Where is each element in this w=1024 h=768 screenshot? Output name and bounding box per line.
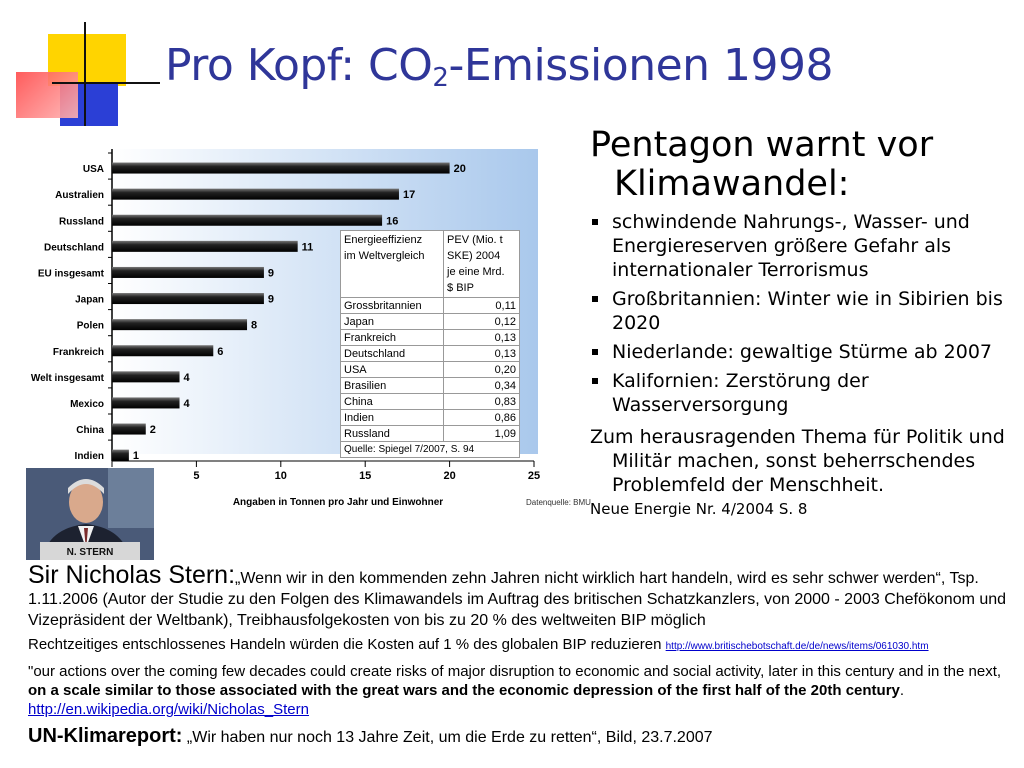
english-quote-paragraph: "our actions over the coming few decades could create risks of major disruption to economic and social activity, later in this century and in the next, on a scale similar to those associated with the great wars and the economic depression of the first half of the 20th century. http://en.wikipedia.org/wiki/Nicholas_Stern	[28, 663, 1002, 718]
un-report-paragraph	[28, 725, 1018, 749]
table-cell-country: China	[341, 394, 444, 410]
title-subscript: 2	[432, 63, 449, 93]
deco-red-square	[16, 72, 78, 118]
table-row	[341, 362, 520, 378]
bottom-text-block	[28, 561, 1018, 749]
photo-caption: N. STERN	[66, 547, 114, 558]
table-cell-country: Frankreich	[341, 330, 444, 346]
category-label: Russland	[58, 216, 104, 228]
table-source: Quelle: Spiegel 7/2007, S. 94	[341, 442, 520, 458]
bar	[112, 267, 264, 278]
category-label: Deutschland	[43, 242, 104, 254]
table-cell-value: 1,09	[444, 426, 520, 442]
list-item: Kalifornien: Zerstörung der Wasserversorgung	[590, 369, 1018, 417]
stern-name: Sir Nicholas Stern:	[28, 561, 236, 589]
value-label: 2	[149, 424, 156, 437]
category-label: Japan	[75, 294, 104, 306]
category-label: China	[76, 425, 104, 437]
bar	[112, 345, 213, 356]
value-label: 9	[267, 293, 275, 306]
bar	[112, 293, 264, 304]
table-source-row	[341, 442, 520, 458]
table-cell-country: Deutschland	[341, 346, 444, 362]
value-label: 4	[183, 371, 190, 384]
category-label: USA	[82, 164, 104, 176]
deco-vertical-line	[84, 22, 86, 126]
value-label: 16	[386, 215, 399, 228]
value-label: 11	[301, 241, 314, 254]
table-row	[341, 378, 520, 394]
x-tick-label: 20	[443, 470, 456, 482]
stern-quote: „Wenn wir in den kommenden zehn Jahren nicht wirklich hart handeln, wird es sehr schwer werden“, Tsp. 1.11.2006 (Autor der Studie zu den Folgen des Klimawandels im Auftrag des britischen Schatzkanzlers, von 2000 - 2003 Chefökonom und Vizepräsident der Weltbank), Treibhausfolgekosten von bis zu 20 % des weltweiten BIP möglich	[28, 570, 1007, 629]
category-label: Welt insgesamt	[30, 372, 104, 384]
un-report-name: UN-Klimareport:	[28, 725, 183, 747]
table-cell-value: 0,86	[444, 410, 520, 426]
x-tick-label: 25	[527, 470, 541, 482]
category-label: EU insgesamt	[37, 268, 104, 280]
list-item: Großbritannien: Winter wie in Sibirien bis 2020	[590, 287, 1018, 335]
category-label: Australien	[55, 190, 104, 202]
value-label: 4	[183, 397, 190, 410]
category-label: Polen	[76, 320, 104, 332]
bar	[112, 163, 450, 174]
wikipedia-link[interactable]: http://en.wikipedia.org/wiki/Nicholas_Stern	[28, 701, 309, 718]
table-cell-value: 0,20	[444, 362, 520, 378]
table-cell-country: Russland	[341, 426, 444, 442]
bar	[112, 319, 247, 330]
value-label: 17	[402, 189, 416, 202]
value-label: 8	[251, 319, 258, 332]
list-item: Niederlande: gewaltige Stürme ab 2007	[590, 340, 1018, 364]
pentagon-paragraph: Zum herausragenden Thema für Politik und Militär machen, sonst beherrschendes Problemfeld der Menschheit.	[590, 426, 1005, 496]
category-label: Mexico	[70, 398, 104, 410]
value-label: 6	[217, 345, 224, 358]
page-title: Pro Kopf: $CO_2$-Emissionen 1998	[165, 40, 833, 93]
cost-paragraph: Rechtzeitiges entschlossenes Handeln würden die Kosten auf 1 % des globalen BIP reduzieren http://www.britischebotschaft.de/de/news/items/061030.htm	[28, 636, 929, 653]
category-label: Indien	[74, 451, 104, 463]
table-cell-country: Grossbritannien	[341, 298, 444, 314]
value-label: 1	[132, 450, 140, 463]
list-item: schwindende Nahrungs-, Wasser- und Energiereserven größere Gefahr als internationaler Terrorismus	[590, 210, 1018, 282]
value-label: 9	[267, 267, 275, 280]
table-cell-value: 0,34	[444, 378, 520, 394]
table-cell-value: 0,13	[444, 330, 520, 346]
efficiency-table-header	[341, 231, 520, 298]
table-cell-country: Japan	[341, 314, 444, 330]
table-row	[341, 330, 520, 346]
bar	[112, 215, 382, 226]
table-cell-value: 0,11	[444, 298, 520, 314]
table-cell-value: 0,83	[444, 394, 520, 410]
value-label: 20	[453, 163, 466, 176]
britische-botschaft-link[interactable]: http://www.britischebotschaft.de/de/news/items/061030.htm	[665, 641, 929, 652]
x-tick-label: 10	[274, 470, 287, 482]
pentagon-heading: Pentagon warnt vor Klimawandel:	[590, 126, 934, 204]
stern-quote-paragraph	[28, 561, 1018, 631]
pentagon-source: Neue Energie Nr. 4/2004 S. 8	[590, 500, 808, 518]
english-quote-bold: on a scale similar to those associated with the great wars and the economic depression of the first half of the 20th century	[28, 682, 900, 699]
un-report-quote: „Wir haben nur noch 13 Jahre Zeit, um die Erde zu retten“, Bild, 23.7.2007	[182, 729, 713, 746]
pentagon-bullet-list	[590, 210, 1018, 417]
table-cell-country: Indien	[341, 410, 444, 426]
bar	[112, 397, 180, 408]
deco-horizontal-line	[52, 82, 160, 84]
bar	[112, 424, 146, 435]
table-row	[341, 298, 520, 314]
table-row	[341, 410, 520, 426]
stern-photo	[26, 468, 154, 560]
square-bullet-icon	[592, 349, 598, 355]
square-bullet-icon	[592, 378, 598, 384]
efficiency-header-right: PEV (Mio. t SKE) 2004 je eine Mrd. $ BIP	[444, 231, 520, 298]
table-row	[341, 314, 520, 330]
table-cell-country: USA	[341, 362, 444, 378]
table-cell-value: 0,12	[444, 314, 520, 330]
square-bullet-icon	[592, 296, 598, 302]
x-tick-label: 15	[359, 470, 372, 482]
bar	[112, 371, 180, 382]
category-label: Frankreich	[52, 346, 104, 358]
bar	[112, 241, 298, 252]
efficiency-table	[340, 230, 520, 458]
efficiency-header-left: Energieeffizienz im Weltvergleich	[341, 231, 444, 298]
table-row	[341, 346, 520, 362]
table-row	[341, 394, 520, 410]
table-cell-country: Brasilien	[341, 378, 444, 394]
table-row	[341, 426, 520, 442]
chart-source: Datenquelle: BMU	[526, 498, 591, 507]
table-cell-value: 0,13	[444, 346, 520, 362]
square-bullet-icon	[592, 219, 598, 225]
x-axis-label: Angaben in Tonnen pro Jahr und Einwohner	[232, 497, 444, 508]
bar	[112, 450, 129, 461]
x-tick-label: 5	[193, 470, 200, 482]
bar	[112, 189, 399, 200]
pentagon-panel	[590, 126, 1018, 554]
